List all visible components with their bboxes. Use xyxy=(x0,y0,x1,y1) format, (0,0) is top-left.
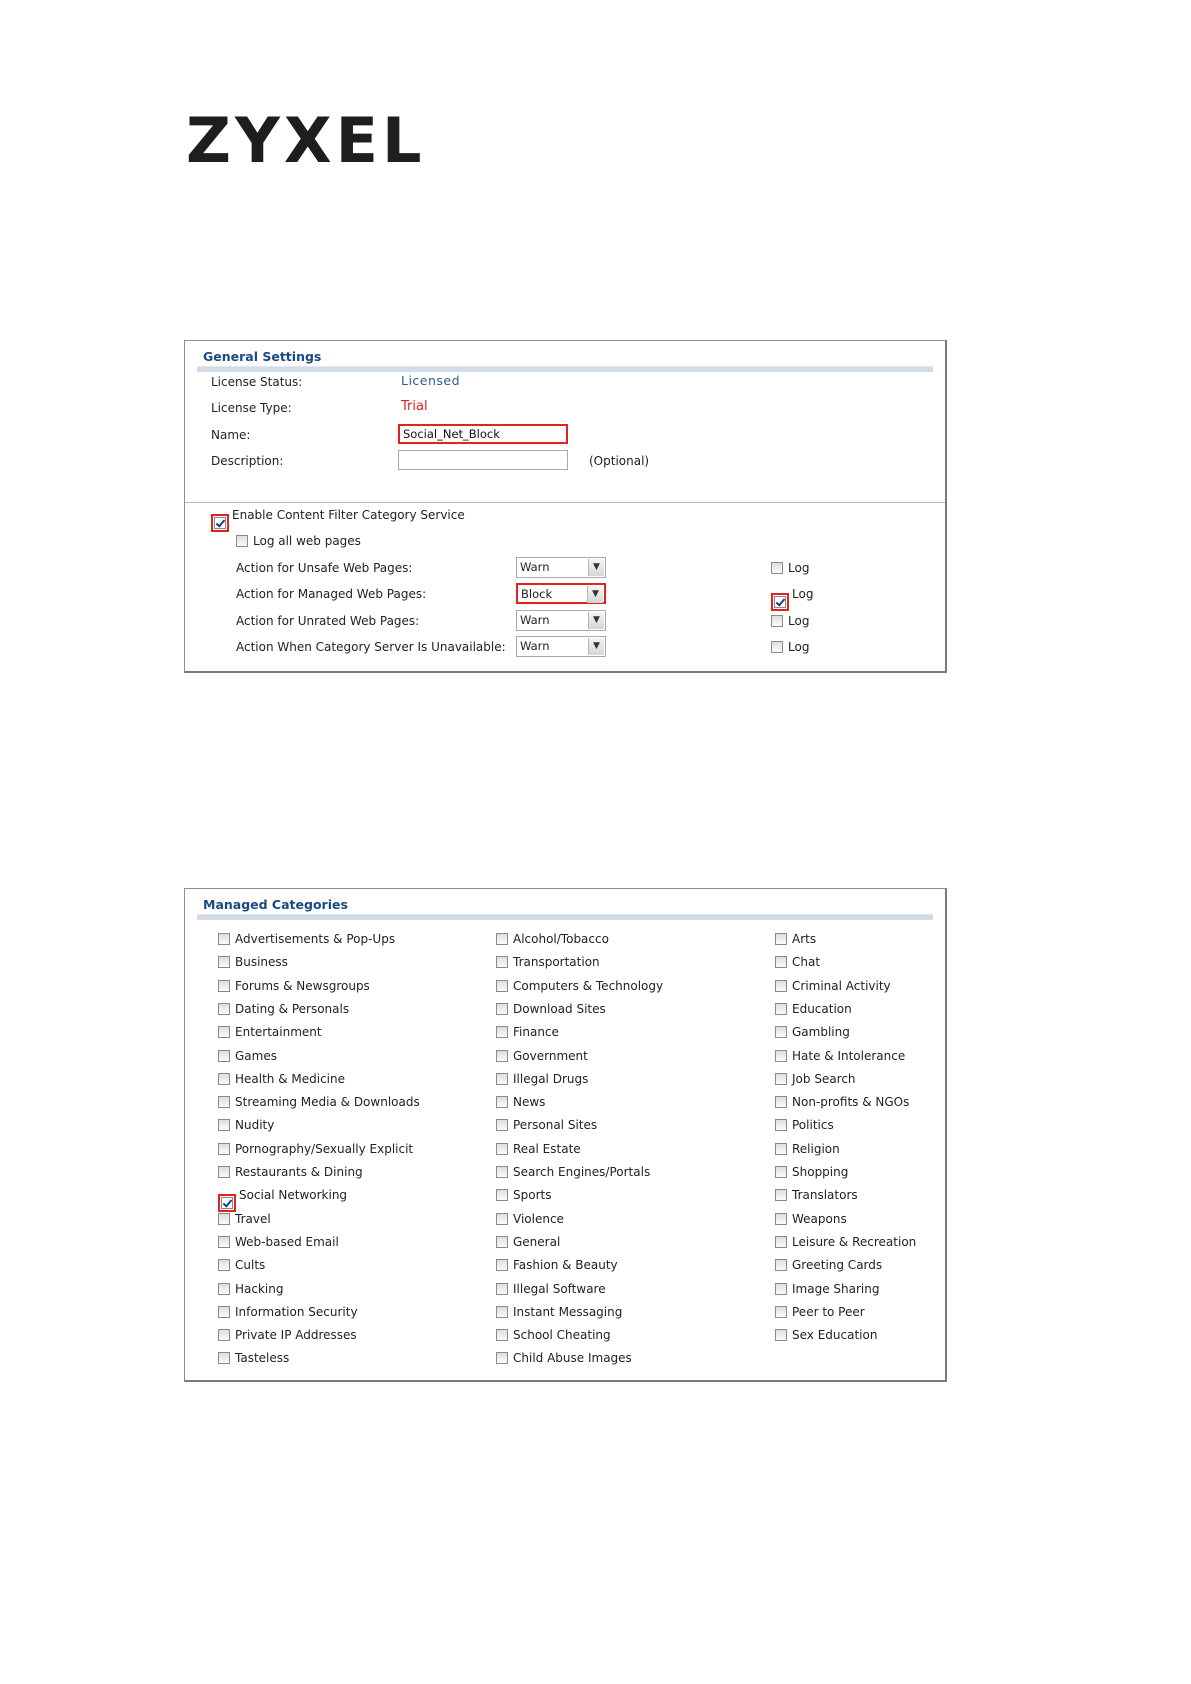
category-label: Peer to Peer xyxy=(792,1304,865,1319)
category-checkbox[interactable] xyxy=(218,1329,230,1341)
category-label: Cults xyxy=(235,1258,266,1273)
action-label: Action When Category Server Is Unavailable: xyxy=(236,640,506,654)
category-checkbox[interactable] xyxy=(218,1213,230,1225)
category-checkbox[interactable] xyxy=(775,1236,787,1248)
action-label: Action for Managed Web Pages: xyxy=(236,587,427,601)
category-checkbox[interactable] xyxy=(218,1306,230,1318)
category-label: Instant Messaging xyxy=(513,1304,623,1319)
license-status-label: License Status: xyxy=(211,375,303,389)
log-checkbox[interactable] xyxy=(771,641,783,653)
category-checkbox[interactable] xyxy=(496,1236,508,1248)
category-label: Violence xyxy=(513,1211,564,1226)
unrated-action-select[interactable] xyxy=(516,610,606,631)
enable-content-filter-checkbox[interactable] xyxy=(214,517,226,529)
category-label: Personal Sites xyxy=(513,1118,598,1133)
category-label: Leisure & Recreation xyxy=(792,1234,917,1249)
category-label: Entertainment xyxy=(235,1025,322,1040)
category-checkbox[interactable] xyxy=(218,1143,230,1155)
category-item[interactable] xyxy=(775,1001,852,1017)
category-item[interactable] xyxy=(496,1071,588,1087)
category-label: Forums & Newsgroups xyxy=(235,978,370,993)
license-status-value: Licensed xyxy=(401,373,461,388)
category-label: Criminal Activity xyxy=(792,978,891,993)
category-label: Streaming Media & Downloads xyxy=(235,1095,420,1110)
category-label: Real Estate xyxy=(513,1141,581,1156)
log-checkbox[interactable] xyxy=(774,596,786,608)
category-checkbox[interactable] xyxy=(775,1189,787,1201)
category-checkbox[interactable] xyxy=(775,1119,787,1131)
category-checkbox[interactable] xyxy=(775,1166,787,1178)
category-item[interactable] xyxy=(496,1117,597,1133)
category-item[interactable] xyxy=(218,1304,358,1320)
category-label: Tasteless xyxy=(235,1351,290,1366)
category-checkbox[interactable] xyxy=(218,1166,230,1178)
category-item[interactable] xyxy=(775,1094,909,1110)
chevron-down-icon[interactable]: ▼ xyxy=(587,586,603,603)
category-checkbox[interactable] xyxy=(496,956,508,968)
category-checkbox[interactable] xyxy=(496,980,508,992)
category-label: Hacking xyxy=(235,1281,284,1296)
category-checkbox[interactable] xyxy=(775,1050,787,1062)
category-label: Illegal Drugs xyxy=(513,1071,589,1086)
category-label: Fashion & Beauty xyxy=(513,1258,618,1273)
category-label: Alcohol/Tobacco xyxy=(513,932,609,946)
category-item[interactable] xyxy=(496,1327,611,1343)
unavailable-action-select[interactable] xyxy=(516,636,606,657)
category-checkbox[interactable] xyxy=(218,1119,230,1131)
category-label: Sex Education xyxy=(792,1328,878,1343)
category-label: Advertisements & Pop-Ups xyxy=(235,932,396,946)
category-label: Hate & Intolerance xyxy=(792,1048,906,1063)
category-label: Greeting Cards xyxy=(792,1258,883,1273)
category-checkbox[interactable] xyxy=(218,1283,230,1295)
category-checkbox[interactable] xyxy=(218,1073,230,1085)
zyxel-logo: ZYXEL xyxy=(186,104,426,177)
category-label: Business xyxy=(235,955,288,970)
general-settings-panel xyxy=(184,340,947,673)
category-item[interactable] xyxy=(218,1024,322,1040)
category-checkbox-highlight xyxy=(218,1194,236,1212)
description-optional-hint: (Optional) xyxy=(589,454,650,468)
category-checkbox[interactable] xyxy=(218,980,230,992)
category-item[interactable] xyxy=(218,1164,363,1180)
category-item[interactable] xyxy=(775,954,820,970)
select-value: Warn xyxy=(520,560,550,574)
title-divider xyxy=(197,914,933,920)
category-label: Web-based Email xyxy=(235,1234,339,1249)
managed-action-select[interactable] xyxy=(516,583,606,604)
log-row[interactable] xyxy=(771,586,813,611)
category-label: Politics xyxy=(792,1118,834,1133)
category-label: Finance xyxy=(513,1025,559,1040)
category-item[interactable] xyxy=(496,1164,650,1180)
category-item[interactable] xyxy=(218,931,395,947)
category-checkbox[interactable] xyxy=(218,933,230,945)
category-item[interactable] xyxy=(775,1281,879,1297)
category-item[interactable] xyxy=(218,1048,277,1064)
license-type-value: Trial xyxy=(401,399,428,414)
category-label: Health & Medicine xyxy=(235,1071,345,1086)
category-checkbox[interactable] xyxy=(496,1119,508,1131)
category-checkbox[interactable] xyxy=(496,1073,508,1085)
category-label: Nudity xyxy=(235,1118,275,1133)
category-item[interactable] xyxy=(218,978,370,994)
log-checkbox[interactable] xyxy=(771,562,783,574)
category-item[interactable] xyxy=(218,1094,420,1110)
category-label: Social Networking xyxy=(239,1188,348,1203)
category-label: Dating & Personals xyxy=(235,1001,350,1016)
category-checkbox[interactable] xyxy=(775,1329,787,1341)
category-item[interactable] xyxy=(775,1211,847,1227)
category-checkbox[interactable] xyxy=(496,1329,508,1341)
category-checkbox[interactable] xyxy=(496,1096,508,1108)
category-label: School Cheating xyxy=(513,1328,611,1343)
category-label: Pornography/Sexually Explicit xyxy=(235,1141,414,1156)
category-label: Games xyxy=(235,1048,277,1063)
category-label: Transportation xyxy=(513,955,600,970)
category-item[interactable] xyxy=(775,1164,848,1180)
category-checkbox[interactable] xyxy=(775,933,787,945)
log-all-label: Log all web pages xyxy=(253,534,361,548)
category-checkbox[interactable] xyxy=(496,1189,508,1201)
category-label: Private IP Addresses xyxy=(235,1328,357,1343)
log-row[interactable] xyxy=(771,613,809,629)
category-item[interactable] xyxy=(496,1211,564,1227)
category-checkbox[interactable] xyxy=(775,1096,787,1108)
section-divider xyxy=(185,502,945,503)
managed-categories-panel xyxy=(184,888,947,1382)
description-input[interactable] xyxy=(398,450,568,470)
category-label: General xyxy=(513,1234,561,1249)
category-item[interactable] xyxy=(775,1048,905,1064)
category-item[interactable] xyxy=(775,1187,858,1203)
category-item[interactable] xyxy=(496,1350,632,1366)
category-label: Weapons xyxy=(792,1211,847,1226)
category-checkbox[interactable] xyxy=(775,1026,787,1038)
category-checkbox[interactable] xyxy=(496,1213,508,1225)
category-checkbox[interactable] xyxy=(218,1003,230,1015)
category-checkbox[interactable] xyxy=(218,1352,230,1364)
category-checkbox[interactable] xyxy=(218,956,230,968)
log-label: Log xyxy=(788,614,810,628)
category-checkbox[interactable] xyxy=(218,1026,230,1038)
category-item[interactable] xyxy=(775,1117,834,1133)
category-item[interactable] xyxy=(496,1048,588,1064)
category-item[interactable] xyxy=(496,1257,618,1273)
category-item[interactable] xyxy=(218,1257,265,1273)
category-item[interactable] xyxy=(775,1327,877,1343)
category-checkbox[interactable] xyxy=(496,1283,508,1295)
category-checkbox[interactable] xyxy=(218,1096,230,1108)
category-checkbox[interactable] xyxy=(775,1073,787,1085)
category-checkbox[interactable] xyxy=(496,1259,508,1271)
category-label: Shopping xyxy=(792,1165,849,1179)
category-checkbox[interactable] xyxy=(496,1306,508,1318)
log-row[interactable] xyxy=(771,560,809,576)
category-label: Download Sites xyxy=(513,1001,606,1016)
category-label: Illegal Software xyxy=(513,1281,606,1296)
category-item[interactable] xyxy=(496,1094,545,1110)
log-checkbox[interactable] xyxy=(771,615,783,627)
category-label: Education xyxy=(792,1001,852,1016)
category-checkbox[interactable] xyxy=(775,1306,787,1318)
category-item[interactable] xyxy=(218,1187,347,1212)
category-checkbox[interactable] xyxy=(496,933,508,945)
category-item[interactable] xyxy=(496,1141,581,1157)
name-label: Name: xyxy=(211,428,251,442)
select-value: Block xyxy=(521,587,553,601)
category-item[interactable] xyxy=(775,1071,856,1087)
category-item[interactable] xyxy=(218,1327,357,1343)
category-item[interactable] xyxy=(775,1141,840,1157)
category-checkbox[interactable] xyxy=(775,1143,787,1155)
category-label: Translators xyxy=(792,1188,858,1203)
category-checkbox[interactable] xyxy=(775,980,787,992)
category-label: Image Sharing xyxy=(792,1281,880,1296)
category-item[interactable] xyxy=(775,1234,916,1250)
category-label: Religion xyxy=(792,1141,840,1156)
category-label: Search Engines/Portals xyxy=(513,1165,651,1179)
category-checkbox[interactable] xyxy=(496,1166,508,1178)
log-row[interactable] xyxy=(771,639,809,655)
log-all-checkbox[interactable] xyxy=(236,535,248,547)
category-label: Information Security xyxy=(235,1304,358,1319)
unsafe-action-select[interactable] xyxy=(516,557,606,578)
select-value: Warn xyxy=(520,639,550,653)
category-label: Sports xyxy=(513,1188,552,1203)
select-value: Warn xyxy=(520,613,550,627)
category-item[interactable] xyxy=(496,1187,551,1203)
title-divider xyxy=(197,366,933,372)
category-label: Child Abuse Images xyxy=(513,1351,632,1366)
category-label: Job Search xyxy=(792,1071,856,1086)
action-label: Action for Unrated Web Pages: xyxy=(236,614,420,628)
category-label: News xyxy=(513,1095,546,1110)
category-item[interactable] xyxy=(496,978,663,994)
log-label: Log xyxy=(788,561,810,575)
category-label: Arts xyxy=(792,932,817,946)
log-label: Log xyxy=(788,640,810,654)
category-item[interactable] xyxy=(775,978,891,994)
category-checkbox[interactable] xyxy=(775,1003,787,1015)
category-item[interactable] xyxy=(496,1281,606,1297)
category-checkbox[interactable] xyxy=(775,1259,787,1271)
category-item[interactable] xyxy=(218,1001,349,1017)
enable-content-filter-row[interactable] xyxy=(211,507,465,532)
category-item[interactable] xyxy=(775,931,816,947)
category-item[interactable] xyxy=(218,1350,289,1366)
category-checkbox[interactable] xyxy=(218,1236,230,1248)
category-checkbox[interactable] xyxy=(496,1050,508,1062)
category-item[interactable] xyxy=(218,1117,274,1133)
category-item[interactable] xyxy=(218,1141,413,1157)
category-item[interactable] xyxy=(218,1211,271,1227)
category-checkbox[interactable] xyxy=(496,1003,508,1015)
category-label: Restaurants & Dining xyxy=(235,1165,363,1179)
category-label: Government xyxy=(513,1048,588,1063)
category-checkbox[interactable] xyxy=(221,1197,233,1209)
managed-log-highlight xyxy=(771,593,789,611)
enable-content-filter-checkbox-highlight xyxy=(211,514,229,532)
category-label: Computers & Technology xyxy=(513,978,664,993)
category-label: Chat xyxy=(792,955,821,970)
chevron-down-icon[interactable]: ▼ xyxy=(588,638,604,655)
category-item[interactable] xyxy=(218,1071,345,1087)
category-label: Travel xyxy=(235,1211,271,1226)
category-checkbox[interactable] xyxy=(496,1352,508,1364)
category-item[interactable] xyxy=(496,954,600,970)
category-item[interactable] xyxy=(775,1257,882,1273)
action-label: Action for Unsafe Web Pages: xyxy=(236,561,413,575)
category-checkbox[interactable] xyxy=(775,1213,787,1225)
managed-categories-title: Managed Categories xyxy=(203,897,348,912)
category-item[interactable] xyxy=(496,1001,606,1017)
category-checkbox[interactable] xyxy=(496,1026,508,1038)
category-item[interactable] xyxy=(218,1234,339,1250)
category-checkbox[interactable] xyxy=(496,1143,508,1155)
name-input[interactable] xyxy=(398,424,568,444)
category-checkbox[interactable] xyxy=(775,1283,787,1295)
category-item[interactable] xyxy=(775,1304,865,1320)
category-item[interactable] xyxy=(775,1024,850,1040)
category-item[interactable] xyxy=(496,1234,560,1250)
enable-content-filter-label: Enable Content Filter Category Service xyxy=(232,508,465,522)
category-label: Non-profits & NGOs xyxy=(792,1095,910,1110)
category-checkbox[interactable] xyxy=(218,1050,230,1062)
category-item[interactable] xyxy=(218,1281,283,1297)
log-all-row[interactable] xyxy=(236,533,361,549)
license-type-label: License Type: xyxy=(211,401,292,415)
category-item[interactable] xyxy=(496,931,609,947)
chevron-down-icon[interactable]: ▼ xyxy=(588,612,604,629)
category-label: Gambling xyxy=(792,1025,850,1040)
log-label: Log xyxy=(792,587,814,601)
category-item[interactable] xyxy=(496,1304,622,1320)
category-item[interactable] xyxy=(218,954,288,970)
description-label: Description: xyxy=(211,454,284,468)
category-checkbox[interactable] xyxy=(775,956,787,968)
category-item[interactable] xyxy=(496,1024,559,1040)
chevron-down-icon[interactable]: ▼ xyxy=(588,559,604,576)
general-settings-title: General Settings xyxy=(203,349,322,364)
category-checkbox[interactable] xyxy=(218,1259,230,1271)
